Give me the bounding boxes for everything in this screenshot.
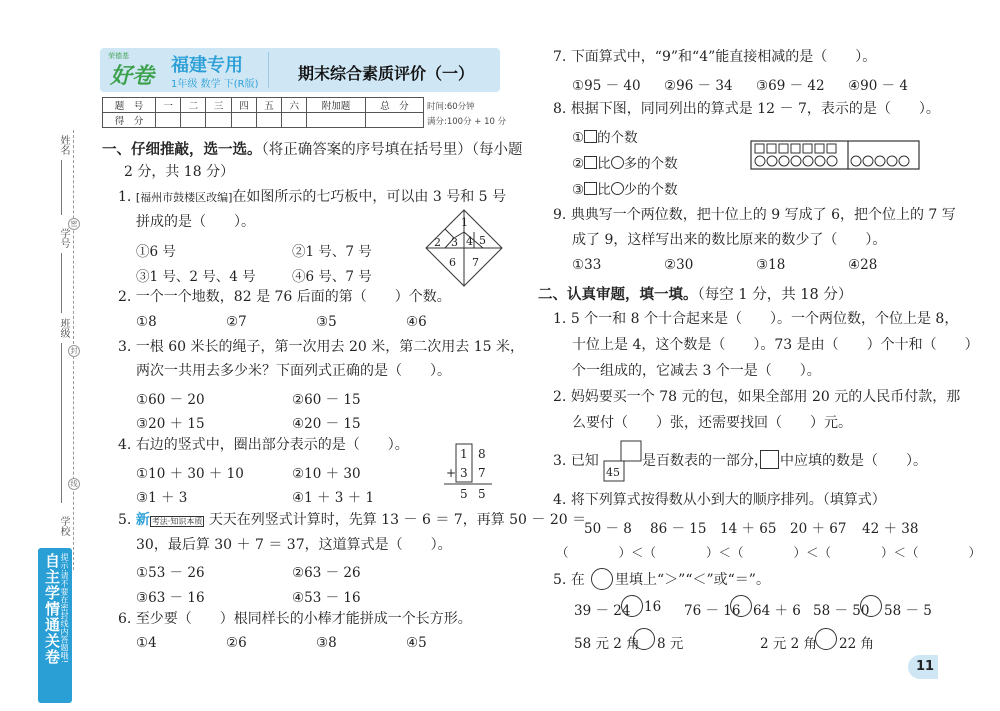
q6-option-3[interactable]: ③8 (316, 635, 337, 651)
score-cell[interactable] (206, 113, 231, 128)
q8-option-2[interactable] (572, 152, 678, 172)
vertical-digit: 8 (478, 447, 486, 461)
vertical-digit: 3 (460, 466, 468, 480)
side-banner-title: 自主学情通关卷 (43, 553, 61, 665)
s2-q3-pre: 已知 (570, 453, 599, 469)
q2-option-1[interactable]: ①8 (136, 314, 157, 330)
q8-option-text: 多的个数 (623, 156, 678, 172)
q9-option-4[interactable]: ④28 (848, 257, 878, 273)
answer-square[interactable] (760, 450, 779, 469)
q6-option-2[interactable]: ②6 (226, 635, 247, 651)
q4-text: 右边的竖式中，圈出部分表示的是（ ）。 (135, 437, 409, 453)
q7-option-4[interactable]: ④90 － 4 (848, 78, 908, 94)
q2-text: 一个一个地数，82 是 76 后面的第（ ）个数。 (135, 289, 451, 305)
section2-note: （每空 1 分，共 18 分） (697, 287, 853, 303)
s2-q4-expr-3: 14 ＋ 65 (720, 521, 777, 537)
q8-text: 根据下图，同同列出的算式是 12 － 7，表示的是（ ）。 (570, 101, 940, 117)
header-subtitle: 1年级 数学 下(R版) (171, 79, 259, 90)
s2-q1-line2: 十位上是 4，这个数是（ ）。73 是由（ ）个十和（ ） (572, 337, 979, 353)
q1-option-3[interactable]: ③1 号、2 号、4 号 (136, 269, 256, 285)
section1-heading: 一、仔细推敲，选一选。 (102, 141, 262, 158)
score-row-label: 得 分 (103, 113, 156, 128)
tangram-label: 1 (461, 216, 468, 229)
tangram-label: 4 (466, 235, 473, 248)
q7-option-2[interactable]: ②96 － 34 (664, 78, 733, 94)
section2-heading: 二、认真审题，填一填。 (538, 286, 698, 303)
q2-option-3[interactable]: ③5 (316, 314, 337, 330)
section1-note2: 2 分，共 18 分） (124, 164, 235, 180)
score-table-score-row (103, 113, 424, 128)
compare-right: 16 (644, 599, 662, 615)
score-table-header-row (103, 98, 424, 113)
s2-q3-mid: 是百数表的一部分， (642, 453, 768, 469)
compare-circle[interactable] (633, 628, 655, 650)
q8-option-num: ③ (572, 182, 585, 198)
compare-right: 8 元 (657, 636, 684, 652)
score-cell[interactable] (365, 113, 423, 128)
score-header: 二 (181, 98, 206, 113)
score-cell[interactable] (231, 113, 256, 128)
q6-text: 至少要（ ）根同样长的小棒才能拼成一个长方形。 (135, 611, 472, 627)
tangram-label: 6 (449, 256, 456, 269)
side-banner-tip: 提示:请不要在密封线内答题哦! (60, 553, 69, 663)
q3-num: 3. (118, 339, 132, 355)
q1-line1 (118, 188, 506, 207)
brand-logo: 好卷 (110, 64, 155, 89)
time-note: 时间:60分钟 (427, 102, 475, 112)
q5-option-3[interactable]: ③63 － 16 (136, 590, 205, 606)
score-header: 五 (256, 98, 281, 113)
square-icon (584, 182, 597, 195)
q1-option-2[interactable]: ②1 号、7 号 (292, 244, 372, 260)
score-cell[interactable] (181, 113, 206, 128)
compare-circle[interactable] (730, 595, 752, 617)
vertical-digit: 5 (478, 487, 486, 501)
square-icon (584, 156, 597, 169)
q2-option-4[interactable]: ④6 (406, 314, 427, 330)
class-line (61, 343, 62, 503)
score-cell[interactable] (156, 113, 181, 128)
q9-option-2[interactable]: ②30 (664, 257, 694, 273)
score-cell[interactable] (307, 113, 365, 128)
circle-icon (611, 156, 624, 169)
score-table (102, 97, 424, 128)
q6-option-4[interactable]: ④5 (406, 635, 427, 651)
q6-line (118, 610, 472, 628)
vertical-digit: 5 (460, 487, 468, 501)
q2-line (118, 288, 451, 306)
s2-q2-num: 2. (553, 389, 567, 405)
compare-left: 2 元 2 角 (760, 636, 818, 652)
seal-mark-1: 密 (68, 218, 80, 230)
s2-q1-text: 5 个一和 8 个十合起来是（ ）。一个两位数，个位上是 8， (570, 311, 959, 327)
s2-q4-expr-1: 50 － 8 (584, 521, 632, 537)
name-label: 姓名 (58, 135, 69, 155)
s2-q4-order-line[interactable]: （ ）＜（ ）＜（ ）＜（ ）＜（ ） (556, 545, 982, 560)
q3-option-3[interactable]: ③20 ＋ 15 (136, 416, 205, 432)
s2-q3-post: 中应填的数是（ ）。 (780, 453, 927, 469)
name-line (61, 160, 62, 215)
q5-option-4[interactable]: ④53 － 16 (292, 590, 361, 606)
q3-line2: 两次一共用去多少米？下面列式正确的是（ ）。 (136, 363, 451, 379)
square-icon (584, 130, 597, 143)
compare-circle[interactable] (621, 595, 643, 617)
s2-q2-line2: 么要付（ ）张，还需要找回（ ）元。 (572, 415, 852, 431)
q1-option-4[interactable]: ④6 号、7 号 (292, 269, 372, 285)
score-header: 题 号 (103, 98, 156, 113)
s2-q3-num: 3. (553, 453, 567, 469)
section2-title (538, 283, 852, 304)
q1-num: 1. (118, 189, 132, 205)
tangram-figure (424, 208, 504, 288)
q7-option-3[interactable]: ③69 － 42 (756, 78, 825, 94)
q6-num: 6. (118, 611, 132, 627)
page-number: 11 (916, 659, 935, 674)
q9-text: 典典写一个两位数，把十位上的 9 写成了 6，把个位上的 7 写 (570, 207, 956, 223)
s2-q4-expr-5: 42 ＋ 38 (862, 521, 919, 537)
q7-line (553, 48, 876, 66)
q5-new-tag: 新 (135, 512, 150, 528)
s2-q3-line (553, 452, 599, 470)
s2-q5-pre: 在 (570, 572, 585, 588)
q4-option-3[interactable]: ③1 ＋ 3 (136, 490, 188, 506)
tangram-label: 3 (451, 236, 458, 249)
section1-title (102, 138, 523, 159)
q7-option-1[interactable]: ①95 － 40 (572, 78, 641, 94)
s2-q1-line1 (553, 310, 958, 328)
answer-circle-icon (591, 568, 613, 590)
q2-num: 2. (118, 289, 132, 305)
q8-num: 8. (553, 101, 567, 117)
s2-q1-num: 1. (553, 311, 567, 327)
compare-right: 22 角 (839, 636, 874, 652)
vertical-digit: 1 (460, 447, 468, 461)
score-header: 附加题 (307, 98, 365, 113)
seal-mark-2: 封 (68, 345, 80, 357)
score-header: 六 (282, 98, 307, 113)
q8-option-text: 比 (597, 182, 611, 198)
q4-line (118, 436, 409, 454)
q8-option-num: ② (572, 156, 585, 172)
section1-note: （将正确答案的序号填在括号里）（每小题 (261, 142, 523, 158)
compare-right: 58 － 5 (884, 603, 932, 619)
q3-option-4[interactable]: ④20 － 15 (292, 416, 361, 432)
school-label: 学校 (58, 516, 69, 536)
q5-num: 5. (118, 512, 132, 528)
q4-num: 4. (118, 437, 132, 453)
q6-option-1[interactable]: ①4 (136, 635, 157, 651)
q4-option-1[interactable]: ①10 ＋ 30 ＋ 10 (136, 466, 244, 482)
q1-text: 在如图所示的七巧板中，可以由 3 号和 5 号 (232, 189, 507, 205)
q7-text: 下面算式中，“9”和“4”能直接相减的是（ ）。 (570, 49, 877, 65)
q5-text: 天天在列竖式计算时，先算 13 － 6 ＝ 7，再算 50 － 20 ＝ (208, 512, 587, 528)
q4-option-4[interactable]: ④1 ＋ 3 ＋ 1 (292, 490, 375, 506)
s2-q4-num: 4. (553, 492, 567, 508)
q9-option-3[interactable]: ③18 (756, 257, 786, 273)
q5-line2: 30，最后算 30 ＋ 7 ＝ 37，这道算式是（ ）。 (136, 537, 452, 553)
hundred-chart-fragment (603, 440, 643, 482)
compare-left: 76 － 16 (684, 603, 741, 619)
compare-left: 39 － 24 (574, 603, 631, 619)
q5-option-2[interactable]: ②63 － 26 (292, 565, 361, 581)
q9-num: 9. (553, 207, 567, 223)
q8-option-text: 比 (597, 156, 611, 172)
q3-text: 一根 60 米长的绳子，第一次用去 20 米，第二次用去 15 米， (135, 339, 524, 355)
score-cell[interactable] (256, 113, 281, 128)
q3-line1 (118, 338, 524, 356)
header-divider (268, 52, 269, 88)
q9-option-1[interactable]: ①33 (572, 257, 602, 273)
vertical-plus: + (446, 466, 457, 480)
q9-line2: 成了 9，这样写出来的数比原来的数少了（ ）。 (572, 232, 887, 248)
s2-q2-text: 妈妈要买一个 78 元的包，如果全部用 20 元的人民币付款，那 (570, 389, 961, 405)
vertical-addition-figure (440, 442, 498, 504)
q8-option-3[interactable] (572, 178, 678, 198)
student-id-label: 学号 (58, 228, 69, 248)
q9-line1 (553, 206, 956, 224)
s2-q5-text: 里填上“＞”“＜”或“＝”。 (615, 572, 770, 588)
q8-option-num: ① (572, 130, 585, 146)
q8-option-text: 的个数 (597, 130, 638, 146)
class-label: 班级 (58, 318, 69, 338)
counting-figure (750, 140, 920, 170)
s2-q1-line3: 个一组成的，它减去 3 个一是（ ）。 (572, 363, 821, 379)
q3-option-1[interactable]: ①60 － 20 (136, 392, 205, 408)
q1-source-tag: [福州市鼓楼区改编] (135, 191, 233, 204)
series-title: 福建专用 (171, 55, 243, 76)
exam-title: 期末综合素质评价（一） (298, 64, 475, 83)
s2-q4-line (553, 491, 886, 509)
s2-q4-expr-2: 86 － 15 (650, 521, 707, 537)
score-header: 四 (231, 98, 256, 113)
q3-option-2[interactable]: ②60 － 15 (292, 392, 361, 408)
compare-left: 58 元 2 角 (574, 636, 640, 652)
student-id-line (61, 253, 62, 313)
s2-q5-num: 5. (553, 572, 567, 588)
q8-option-1[interactable] (572, 126, 638, 146)
q5-option-1[interactable]: ①53 － 26 (136, 565, 205, 581)
s2-q4-text: 将下列算式按得数从小到大的顺序排列。（填算式） (570, 492, 886, 508)
s2-q5-line (553, 571, 585, 589)
q8-line (553, 100, 940, 118)
seal-mark-3: 线 (68, 478, 80, 490)
fragment-number: 45 (606, 466, 620, 479)
score-header: 三 (206, 98, 231, 113)
brand-logo-badge (104, 50, 168, 90)
q7-num: 7. (553, 49, 567, 65)
vertical-digit: 7 (478, 466, 486, 480)
score-cell[interactable] (282, 113, 307, 128)
circle-icon (611, 182, 624, 195)
q8-option-text: 少的个数 (623, 182, 678, 198)
compare-circle[interactable] (860, 595, 882, 617)
tangram-label: 5 (479, 234, 486, 247)
score-note: 满分:100分 + 10 分 (427, 117, 507, 127)
compare-circle[interactable] (815, 628, 837, 650)
q5-line1 (118, 511, 586, 531)
compare-right: 64 ＋ 6 (753, 603, 801, 619)
tangram-label: 7 (472, 256, 479, 269)
tangram-label: 2 (434, 236, 441, 249)
q5-tag-label: 考法·知识本质 (151, 517, 203, 526)
score-header: 一 (156, 98, 181, 113)
q4-option-2[interactable]: ②10 ＋ 30 (292, 466, 361, 482)
q1-option-1[interactable]: ①6 号 (136, 244, 176, 260)
score-header: 总 分 (365, 98, 423, 113)
q1-line2: 拼成的是（ ）。 (136, 214, 255, 230)
s2-q2-line1 (553, 388, 960, 406)
brand-small: 荣德基 (108, 52, 129, 60)
compare-left: 58 － 50 (813, 603, 870, 619)
q2-option-2[interactable]: ②7 (226, 314, 247, 330)
s2-q4-expr-4: 20 ＋ 67 (790, 521, 847, 537)
